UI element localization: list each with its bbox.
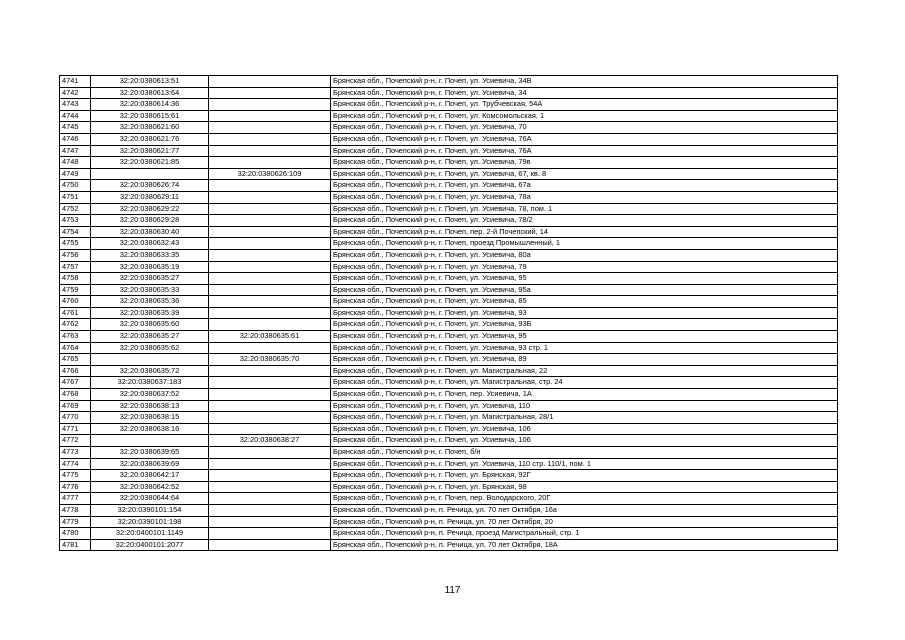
address-cell: Брянская обл., Почепский р-н, г. Почеп, ул. Усиевича, 110 стр. 110/1, пом. 1 — [331, 458, 838, 470]
related-cadastral-number-cell — [209, 226, 331, 238]
address-cell: Брянская обл., Почепский р-н, г. Почеп, ул. Усиевича, 67, кв. 8 — [331, 168, 838, 180]
row-number-cell: 4766 — [60, 365, 91, 377]
row-number-cell: 4747 — [60, 145, 91, 157]
table-row — [60, 307, 838, 319]
address-cell: Брянская обл., Почепский р-н, г. Почеп, ул. Усиевича, 34В — [331, 76, 838, 88]
related-cadastral-number-cell — [209, 493, 331, 505]
table-row — [60, 481, 838, 493]
table-row — [60, 203, 838, 215]
related-cadastral-number-cell — [209, 145, 331, 157]
cadastral-number-cell: 32:20:0380635:39 — [91, 307, 209, 319]
table-row — [60, 145, 838, 157]
cadastral-number-cell: 32:20:0380635:19 — [91, 261, 209, 273]
related-cadastral-number-cell — [209, 249, 331, 261]
cadastral-number-cell: 32:20:0390101:154 — [91, 504, 209, 516]
table-row — [60, 539, 838, 551]
address-cell: Брянская обл., Почепский р-н, г. Почеп, ул. Усиевича, 95а — [331, 284, 838, 296]
table-row — [60, 261, 838, 273]
address-cell: Брянская обл., Почепский р-н, п. Речица, проезд Магистральный, стр. 1 — [331, 528, 838, 540]
address-cell: Брянская обл., Почепский р-н, г. Почеп, пер. Усиевича, 1А — [331, 389, 838, 401]
address-cell: Брянская обл., Почепский р-н, г. Почеп, ул. Усиевича, 80а — [331, 249, 838, 261]
table-row — [60, 87, 838, 99]
cadastral-number-cell: 32:20:0380633:35 — [91, 249, 209, 261]
address-cell: Брянская обл., Почепский р-н, г. Почеп, ул. Усиевича, 95 — [331, 331, 838, 343]
address-cell: Брянская обл., Почепский р-н, г. Почеп, ул. Усиевича, 34 — [331, 87, 838, 99]
table-row — [60, 528, 838, 540]
table-row — [60, 319, 838, 331]
table-row — [60, 470, 838, 482]
row-number-cell: 4765 — [60, 354, 91, 366]
address-cell: Брянская обл., Почепский р-н, г. Почеп, ул. Брянская, 98 — [331, 481, 838, 493]
row-number-cell: 4743 — [60, 99, 91, 111]
address-cell: Брянская обл., Почепский р-н, п. Речица, ул. 70 лет Октября, 16а — [331, 504, 838, 516]
cadastral-number-cell: 32:20:0380639:65 — [91, 447, 209, 459]
table-row — [60, 215, 838, 227]
cadastral-number-cell: 32:20:0380621:85 — [91, 157, 209, 169]
row-number-cell: 4767 — [60, 377, 91, 389]
related-cadastral-number-cell — [209, 377, 331, 389]
address-cell: Брянская обл., Почепский р-н, г. Почеп, ул. Усиевича, 106 — [331, 423, 838, 435]
row-number-cell: 4742 — [60, 87, 91, 99]
address-cell: Брянская обл., Почепский р-н, г. Почеп, ул. Усиевича, 76А — [331, 145, 838, 157]
address-cell: Брянская обл., Почепский р-н, г. Почеп, ул. Усиевича, 79 — [331, 261, 838, 273]
table-row — [60, 377, 838, 389]
cadastral-number-cell: 32:20:0400101:2077 — [91, 539, 209, 551]
row-number-cell: 4781 — [60, 539, 91, 551]
related-cadastral-number-cell: 32:20:0380638:27 — [209, 435, 331, 447]
related-cadastral-number-cell — [209, 504, 331, 516]
address-cell: Брянская обл., Почепский р-н, г. Почеп, ул. Усиевича, 85 — [331, 296, 838, 308]
related-cadastral-number-cell — [209, 99, 331, 111]
address-cell: Брянская обл., Почепский р-н, п. Речица, ул. 70 лет Октября, 20 — [331, 516, 838, 528]
table-row — [60, 180, 838, 192]
cadastral-number-cell: 32:20:0380614:36 — [91, 99, 209, 111]
cadastral-number-cell: 32:20:0390101:198 — [91, 516, 209, 528]
table-row — [60, 400, 838, 412]
table-row — [60, 365, 838, 377]
cadastral-number-cell: 32:20:0380621:77 — [91, 145, 209, 157]
row-number-cell: 4772 — [60, 435, 91, 447]
related-cadastral-number-cell — [209, 191, 331, 203]
address-cell: Брянская обл., Почепский р-н, г. Почеп, ул. Магистральная, 28/1 — [331, 412, 838, 424]
address-cell: Брянская обл., Почепский р-н, г. Почеп, ул. Усиевича, 78/2 — [331, 215, 838, 227]
table-row — [60, 342, 838, 354]
table-row — [60, 412, 838, 424]
row-number-cell: 4770 — [60, 412, 91, 424]
address-cell: Брянская обл., Почепский р-н, г. Почеп, б/н — [331, 447, 838, 459]
address-cell: Брянская обл., Почепский р-н, г. Почеп, ул. Усиевича, 89 — [331, 354, 838, 366]
address-cell: Брянская обл., Почепский р-н, г. Почеп, ул. Усиевича, 79в — [331, 157, 838, 169]
cadastral-number-cell: 32:20:0400101:1149 — [91, 528, 209, 540]
row-number-cell: 4748 — [60, 157, 91, 169]
row-number-cell: 4762 — [60, 319, 91, 331]
cadastral-number-cell: 32:20:0380635:33 — [91, 284, 209, 296]
table-row — [60, 191, 838, 203]
table-row — [60, 110, 838, 122]
related-cadastral-number-cell — [209, 180, 331, 192]
row-number-cell: 4744 — [60, 110, 91, 122]
row-number-cell: 4758 — [60, 273, 91, 285]
related-cadastral-number-cell: 32:20:0380626:109 — [209, 168, 331, 180]
address-cell: Брянская обл., Почепский р-н, г. Почеп, ул. Усиевича, 78а — [331, 191, 838, 203]
table-row — [60, 284, 838, 296]
table-row — [60, 273, 838, 285]
table-row — [60, 354, 838, 366]
row-number-cell: 4771 — [60, 423, 91, 435]
row-number-cell: 4750 — [60, 180, 91, 192]
row-number-cell: 4768 — [60, 389, 91, 401]
related-cadastral-number-cell — [209, 342, 331, 354]
cadastral-number-cell: 32:20:0380637:183 — [91, 377, 209, 389]
related-cadastral-number-cell — [209, 400, 331, 412]
cadastral-number-cell: 32:20:0380638:15 — [91, 412, 209, 424]
row-number-cell: 4759 — [60, 284, 91, 296]
address-cell: Брянская обл., Почепский р-н, г. Почеп, ул. Трубчевская, 54А — [331, 99, 838, 111]
related-cadastral-number-cell — [209, 157, 331, 169]
table-row — [60, 249, 838, 261]
related-cadastral-number-cell — [209, 133, 331, 145]
address-cell: Брянская обл., Почепский р-н, г. Почеп, пер. 2-й Почепский, 14 — [331, 226, 838, 238]
table-body — [60, 76, 838, 551]
row-number-cell: 4776 — [60, 481, 91, 493]
row-number-cell: 4761 — [60, 307, 91, 319]
address-cell: Брянская обл., Почепский р-н, г. Почеп, пер. Володарского, 20Г — [331, 493, 838, 505]
row-number-cell: 4775 — [60, 470, 91, 482]
page-number: 117 — [444, 585, 461, 596]
row-number-cell: 4764 — [60, 342, 91, 354]
row-number-cell: 4746 — [60, 133, 91, 145]
cadastral-number-cell: 32:20:0380635:72 — [91, 365, 209, 377]
related-cadastral-number-cell — [209, 412, 331, 424]
related-cadastral-number-cell — [209, 447, 331, 459]
related-cadastral-number-cell — [209, 273, 331, 285]
related-cadastral-number-cell: 32:20:0380635:70 — [209, 354, 331, 366]
cadastral-number-cell: 32:20:0380635:27 — [91, 273, 209, 285]
cadastral-number-cell: 32:20:0380613:51 — [91, 76, 209, 88]
related-cadastral-number-cell — [209, 284, 331, 296]
cadastral-number-cell: 32:20:0380635:62 — [91, 342, 209, 354]
cadastral-number-cell: 32:20:0380621:76 — [91, 133, 209, 145]
related-cadastral-number-cell — [209, 528, 331, 540]
cadastral-number-cell — [91, 354, 209, 366]
related-cadastral-number-cell: 32:20:0380635:61 — [209, 331, 331, 343]
address-cell: Брянская обл., Почепский р-н, г. Почеп, проезд Промышленный, 1 — [331, 238, 838, 250]
related-cadastral-number-cell — [209, 481, 331, 493]
cadastral-number-cell: 32:20:0380642:17 — [91, 470, 209, 482]
table-row — [60, 516, 838, 528]
table-row — [60, 133, 838, 145]
cadastral-number-cell: 32:20:0380630:40 — [91, 226, 209, 238]
address-cell: Брянская обл., Почепский р-н, г. Почеп, ул. Усиевича, 106 — [331, 435, 838, 447]
cadastral-number-cell: 32:20:0380639:69 — [91, 458, 209, 470]
address-cell: Брянская обл., Почепский р-н, г. Почеп, ул. Брянская, 92Г — [331, 470, 838, 482]
row-number-cell: 4773 — [60, 447, 91, 459]
row-number-cell: 4774 — [60, 458, 91, 470]
cadastral-number-cell — [91, 435, 209, 447]
related-cadastral-number-cell — [209, 365, 331, 377]
cadastral-number-cell: 32:20:0380635:36 — [91, 296, 209, 308]
related-cadastral-number-cell — [209, 261, 331, 273]
cadastral-number-cell: 32:20:0380632:43 — [91, 238, 209, 250]
row-number-cell: 4780 — [60, 528, 91, 540]
address-cell: Брянская обл., Почепский р-н, г. Почеп, ул. Усиевича, 70 — [331, 122, 838, 134]
table-row — [60, 458, 838, 470]
cadastral-number-cell: 32:20:0380635:60 — [91, 319, 209, 331]
table-row — [60, 99, 838, 111]
row-number-cell: 4763 — [60, 331, 91, 343]
table-row — [60, 76, 838, 88]
related-cadastral-number-cell — [209, 87, 331, 99]
related-cadastral-number-cell — [209, 110, 331, 122]
related-cadastral-number-cell — [209, 122, 331, 134]
row-number-cell: 4745 — [60, 122, 91, 134]
table-row — [60, 157, 838, 169]
row-number-cell: 4741 — [60, 76, 91, 88]
related-cadastral-number-cell — [209, 458, 331, 470]
address-cell: Брянская обл., Почепский р-н, п. Речица, ул. 70 лет Октября, 18А — [331, 539, 838, 551]
cadastral-number-cell: 32:20:0380613:64 — [91, 87, 209, 99]
cadastral-number-cell: 32:20:0380629:22 — [91, 203, 209, 215]
related-cadastral-number-cell — [209, 238, 331, 250]
cadastral-number-cell — [91, 168, 209, 180]
related-cadastral-number-cell — [209, 76, 331, 88]
table-row — [60, 447, 838, 459]
row-number-cell: 4778 — [60, 504, 91, 516]
row-number-cell: 4749 — [60, 168, 91, 180]
table-row — [60, 226, 838, 238]
cadastral-number-cell: 32:20:0380642:52 — [91, 481, 209, 493]
address-cell: Брянская обл., Почепский р-н, г. Почеп, ул. Усиевича, 95 — [331, 273, 838, 285]
related-cadastral-number-cell — [209, 215, 331, 227]
cadastral-number-cell: 32:20:0380629:11 — [91, 191, 209, 203]
table-row — [60, 423, 838, 435]
row-number-cell: 4753 — [60, 215, 91, 227]
row-number-cell: 4777 — [60, 493, 91, 505]
address-cell: Брянская обл., Почепский р-н, г. Почеп, ул. Усиевича, 76А — [331, 133, 838, 145]
table-row — [60, 493, 838, 505]
cadastral-number-cell: 32:20:0380615:61 — [91, 110, 209, 122]
address-cell: Брянская обл., Почепский р-н, г. Почеп, ул. Усиевича, 67а — [331, 180, 838, 192]
table-row — [60, 504, 838, 516]
related-cadastral-number-cell — [209, 296, 331, 308]
related-cadastral-number-cell — [209, 389, 331, 401]
row-number-cell: 4751 — [60, 191, 91, 203]
row-number-cell: 4769 — [60, 400, 91, 412]
table-row — [60, 296, 838, 308]
address-cell: Брянская обл., Почепский р-н, г. Почеп, ул. Усиевича, 78, пом. 1 — [331, 203, 838, 215]
related-cadastral-number-cell — [209, 470, 331, 482]
related-cadastral-number-cell — [209, 319, 331, 331]
row-number-cell: 4752 — [60, 203, 91, 215]
table-row — [60, 238, 838, 250]
table-row — [60, 389, 838, 401]
address-cell: Брянская обл., Почепский р-н, г. Почеп, ул. Усиевича, 93 — [331, 307, 838, 319]
row-number-cell: 4760 — [60, 296, 91, 308]
table-row — [60, 435, 838, 447]
row-number-cell: 4757 — [60, 261, 91, 273]
cadastral-number-cell: 32:20:0380621:60 — [91, 122, 209, 134]
address-cell: Брянская обл., Почепский р-н, г. Почеп, ул. Магистральная, стр. 24 — [331, 377, 838, 389]
cadastral-number-cell: 32:20:0380629:28 — [91, 215, 209, 227]
table-row — [60, 168, 838, 180]
cadastral-number-cell: 32:20:0380644:64 — [91, 493, 209, 505]
address-cell: Брянская обл., Почепский р-н, г. Почеп, ул. Усиевича, 93 стр. 1 — [331, 342, 838, 354]
address-cell: Брянская обл., Почепский р-н, г. Почеп, ул. Усиевича, 110 — [331, 400, 838, 412]
cadastral-number-cell: 32:20:0380626:74 — [91, 180, 209, 192]
related-cadastral-number-cell — [209, 423, 331, 435]
row-number-cell: 4755 — [60, 238, 91, 250]
address-cell: Брянская обл., Почепский р-н, г. Почеп, ул. Комсомольская, 1 — [331, 110, 838, 122]
address-cell: Брянская обл., Почепский р-н, г. Почеп, ул. Усиевича, 93Б — [331, 319, 838, 331]
table-row — [60, 122, 838, 134]
cadastral-number-cell: 32:20:0380638:13 — [91, 400, 209, 412]
related-cadastral-number-cell — [209, 516, 331, 528]
related-cadastral-number-cell — [209, 203, 331, 215]
cadastral-number-cell: 32:20:0380635:27 — [91, 331, 209, 343]
cadastral-number-cell: 32:20:0380638:16 — [91, 423, 209, 435]
related-cadastral-number-cell — [209, 539, 331, 551]
row-number-cell: 4779 — [60, 516, 91, 528]
cadastral-registry-table — [59, 75, 838, 551]
address-cell: Брянская обл., Почепский р-н, г. Почеп, ул. Магистральная, 22 — [331, 365, 838, 377]
related-cadastral-number-cell — [209, 307, 331, 319]
table-row — [60, 331, 838, 343]
row-number-cell: 4756 — [60, 249, 91, 261]
cadastral-number-cell: 32:20:0380637:52 — [91, 389, 209, 401]
row-number-cell: 4754 — [60, 226, 91, 238]
